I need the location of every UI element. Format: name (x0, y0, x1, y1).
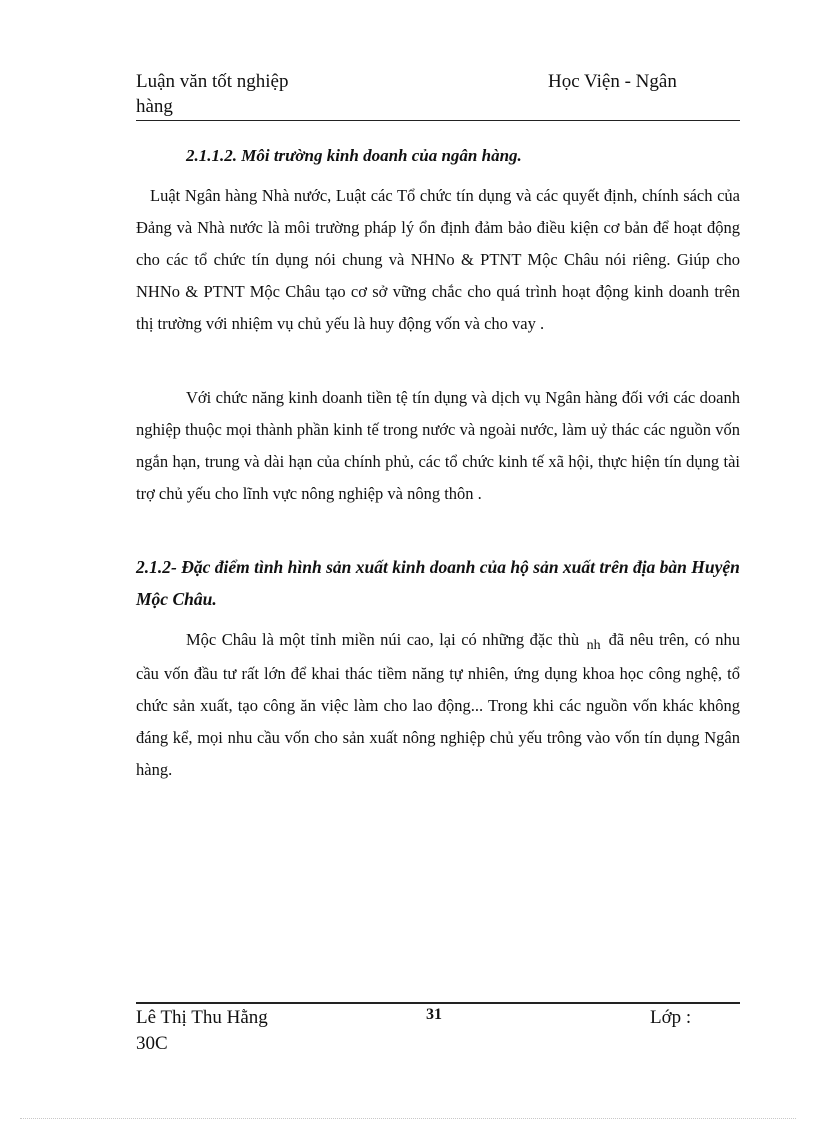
header-rule (136, 120, 740, 121)
paragraph-moc-chau (136, 624, 740, 786)
paragraph-moc-chau-start: Mộc Châu là một tỉnh miền núi cao, lại có những đặc thù (186, 630, 580, 649)
paragraph-moc-chau-small-text: nh (586, 638, 601, 653)
page-number: 31 (426, 1006, 442, 1023)
header-right: Học Viện - Ngân (548, 71, 677, 92)
section-title-2-1-1-2: 2.1.1.2. Môi trường kinh doanh của ngân hàng. (186, 146, 522, 165)
paragraph-legal-environment: Luật Ngân hàng Nhà nước, Luật các Tổ chức tín dụng và các quyết định, chính sách của Đảng và Nhà nước là môi trường pháp lý ổn định đảm bảo điều kiện cơ bản để hoạt động cho các tổ chức tín dụng nói chung và NHNo & PTNT Mộc Châu nói riêng. Giúp cho NHNo & PTNT Mộc Châu tạo cơ sở vững chắc cho quá trình hoạt động kinh doanh trên thị trường với nhiệm vụ chủ yếu là huy động vốn và cho vay . (136, 186, 740, 333)
paragraph-business-functions: Với chức năng kinh doanh tiền tệ tín dụng và dịch vụ Ngân hàng đối với các doanh nghiệp thuộc mọi thành phần kinh tế trong nước và ngoài nước, làm uỷ thác các nguồn vốn ngắn hạn, trung và dài hạn của chính phủ, các tổ chức kinh tế xã hội, thực hiện tín dụng tài trợ chủ yếu cho lĩnh vực nông nghiệp và nông thôn . (136, 388, 740, 503)
footer-author: Lê Thị Thu Hằng (136, 1007, 268, 1028)
header-left-line1: Luận văn tốt nghiệp (136, 71, 289, 92)
footer-class-label: Lớp : (650, 1007, 692, 1028)
page-bottom-dotted-edge (20, 1118, 796, 1119)
header-left-line2: hàng (136, 96, 173, 117)
footer-class-value: 30C (136, 1033, 168, 1054)
paragraph-moc-chau-rest: đã nêu trên, có nhu cầu vốn đầu tư rất lớn để khai thác tiềm năng tự nhiên, ứng dụng khoa học công nghệ, tổ chức sản xuất, tạo công ăn việc làm cho lao động... Trong khi các nguồn vốn khác không đáng kể, mọi nhu cầu vốn cho sản xuất nông nghiệp chủ yếu trông vào vốn tín dụng Ngân hàng. (136, 630, 741, 779)
section-title-2-1-2: 2.1.2- Đặc điểm tình hình sản xuất kinh doanh của hộ sản xuất trên địa bàn Huyện Mộc Châu. (136, 557, 740, 609)
footer-rule (136, 1002, 740, 1004)
